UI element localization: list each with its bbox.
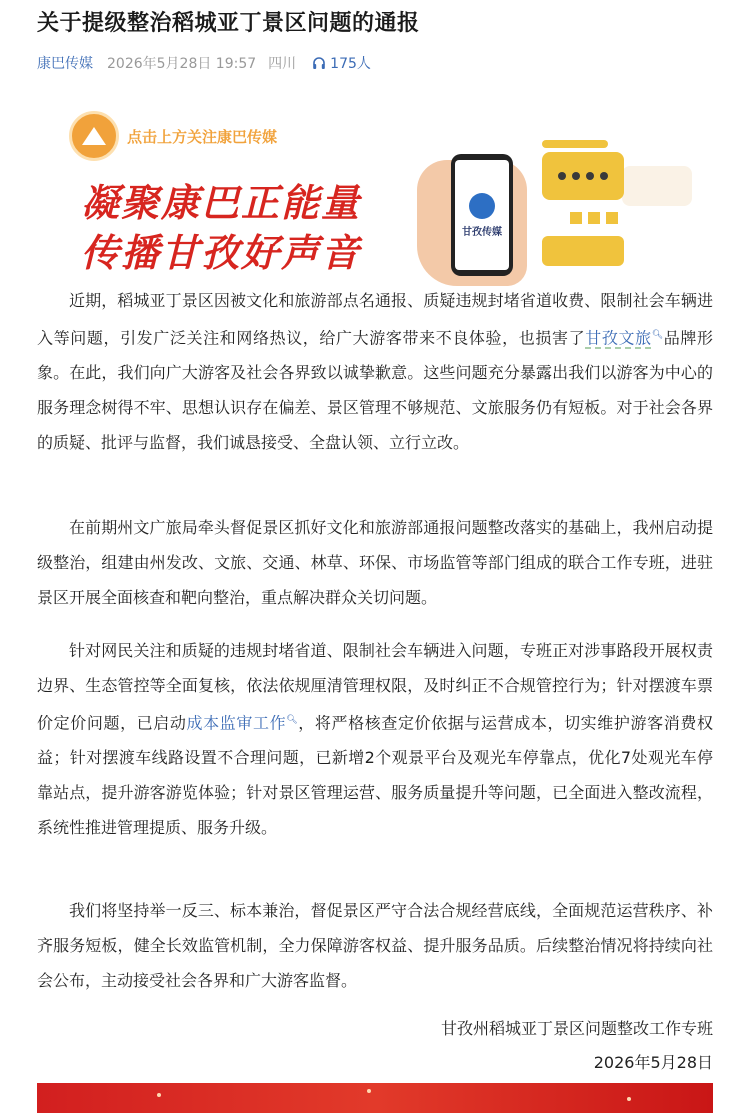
- region-label: 四川: [268, 56, 297, 72]
- search-icon[interactable]: 🔍︎: [651, 330, 664, 340]
- headphones-icon: [312, 56, 326, 70]
- p1-text-b: 品牌形象。在此，我们向广大游客及社会各界致以诚挚歉意。这些问题充分暴露出我们以游客为中心的服务理念树得不牢、思想认识存在偏差、景区管理不够规范、文旅服务仍有短板。对于社会各界的质疑、批评与监督，我们诚恳接受、全盘认领、立行立改。: [37, 328, 713, 453]
- follow-prompt: [69, 111, 277, 161]
- cost-audit-link[interactable]: 成本监审工作: [186, 713, 287, 733]
- listen-button[interactable]: [312, 53, 371, 73]
- paragraph-4: 我们将坚持举一反三、标本兼治，督促景区严守合法合规经营底线，全面规范运营秩序、补齐服务短板，健全长效监管机制，全力保障游客权益、提升服务品质。后续整治情况将持续向社会公布，主动接受社会各界和广大游客监督。: [37, 901, 713, 990]
- chat-bubble-icon: [542, 152, 624, 200]
- phone-illustration: [451, 154, 513, 276]
- follow-text: 点击上方关注康巴传媒: [127, 127, 278, 146]
- ganzi-tourism-link[interactable]: 甘孜文旅: [585, 328, 652, 348]
- paragraph-3: [37, 633, 713, 845]
- author-link[interactable]: 康巴传媒: [37, 56, 93, 72]
- decor-bubble: [622, 166, 692, 206]
- ganzi-media-logo-icon: [469, 193, 495, 219]
- listener-count: 175人: [330, 56, 371, 72]
- search-icon[interactable]: 🔍︎: [286, 715, 299, 725]
- article-meta: [37, 52, 371, 74]
- decor-squares: [570, 212, 618, 224]
- p1-text-a: 近期，稻城亚丁景区因被文化和旅游部点名通报、质疑违规封堵省道收费、限制社会车辆进入等问题，引发广泛关注和网络热议，给广大游客带来不良体验，也损害了: [37, 291, 713, 348]
- article-title: 关于提级整治稻城亚丁景区问题的通报: [37, 11, 420, 36]
- paragraph-1: [37, 283, 713, 460]
- slogan-line2: 传播甘孜好声音: [81, 231, 362, 275]
- footer-banner-image: [37, 1083, 713, 1113]
- phone-label: 甘孜传媒: [462, 226, 502, 238]
- follow-arrow-icon: [69, 111, 119, 161]
- paragraph-2: 在前期州文广旅局牵头督促景区抓好文化和旅游部通报问题整改落实的基础上，我州启动提级整治，组建由州发改、文旅、交通、林草、环保、市场监管等部门组成的联合工作专班，进驻景区开展全面核查和靶向整治，重点解决群众关切问题。: [37, 518, 713, 607]
- p3-text-b: ，将严格核查定价依据与运营成本，切实维护游客消费权益；针对摆渡车线路设置不合理问题，已新增2个观景平台及观光车停靠点，优化7处观光车停靠站点，提升游客游览体验；针对景区管理运营、服务质量提升等问题，已全面进入整改流程，系统性推进管理提质、服务升级。: [37, 713, 713, 838]
- signature: 甘孜州稻城亚丁景区问题整改工作专班: [440, 1019, 713, 1038]
- sign-date: 2026年5月28日: [593, 1053, 713, 1072]
- chat-bubble-2-icon: [542, 236, 624, 266]
- publish-date: 2026年5月28日 19:57: [107, 56, 257, 72]
- promo-banner[interactable]: [37, 104, 713, 286]
- slogan-line1: 凝聚康巴正能量: [81, 181, 362, 225]
- p3-text-a: 针对网民关注和质疑的违规封堵省道、限制社会车辆进入问题，专班正对涉事路段开展权责边界、生态管控等全面复核，依法依规厘清管理权限，及时纠正不合规管控行为；针对摆渡车票价定价问题，已启动: [37, 641, 713, 733]
- decor-bar: [542, 140, 608, 148]
